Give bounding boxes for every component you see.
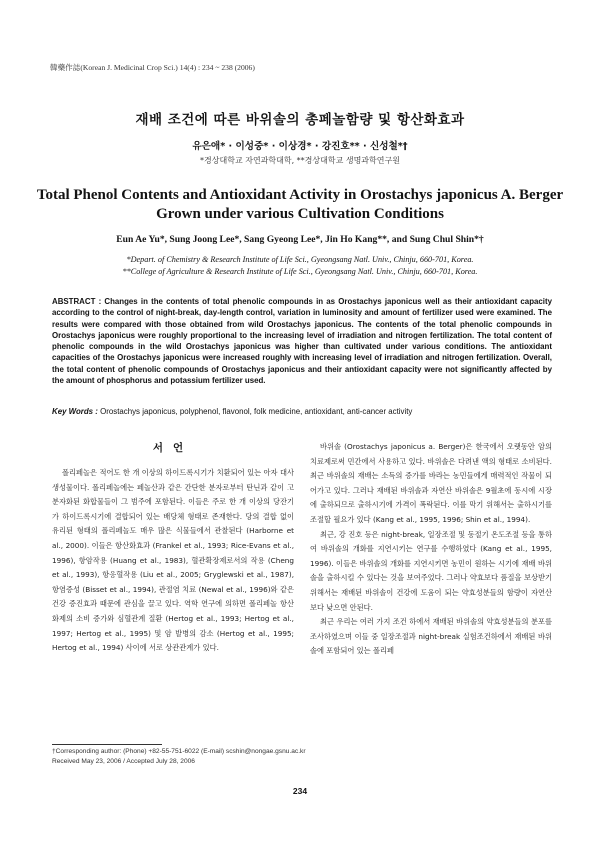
affiliation-1: *Depart. of Chemistry & Research Institute of Life Sci., Gyeongsang Natl. Univ., Chinju, 660-701, Korea. — [126, 255, 474, 264]
keywords — [52, 406, 552, 417]
keywords-label: Key Words : — [52, 407, 98, 416]
korean-affiliation: *경상대학교 자연과학대학, **경상대학교 생명과학연구원 — [200, 156, 400, 165]
paragraph: 바위솔 (Orostachys japonicus a. Berger)은 한국에서 오랫동안 암의 치료제로써 민간에서 사용하고 있다. 바위솔은 다려낸 액의 형태로 소비된다. 최근 바위솔의 재배는 소득의 증가를 바라는 농민들에게 매력적인 작물이 되어가고 있다. 그러나 재배된 바위솔과 자연산 바위솔은 9월초에 동시에 시장에 출하되므로 출하시기에 가격이 폭락된다. 이를 막기 위해서는 출하시기를 조절할 필요가 있다 (Kang et al., 1995, 1996; Shin et al., 1994). — [310, 442, 552, 524]
korean-title: 재배 조건에 따른 바위솔의 총페놀함량 및 항산화효과 — [135, 112, 465, 128]
body-column-left — [52, 466, 294, 656]
journal-citation: 韓藥作誌(Korean J. Medicinal Crop Sci.) 14(4) : 234 ~ 238 (2006) — [50, 63, 255, 72]
paragraph: 폴리페놀은 적어도 한 개 이상의 하이드록시기가 치환되어 있는 아자 대사 생성물이다. 폴리페놀에는 페놀산과 같은 간단한 분자로부터 탄닌과 같이 고분자화된 화합물들이 그 범주에 포함된다. 이들은 주로 한 개 이상의 당잔기가 하이드록시기에 결합되어 있는 배당체 형태로 존재한다. 당의 결합 없이 유리된 형태의 폴리페놀도 매우 많은 식물들에서 관찰된다 (Harborne et al., 2000). 이들은 항산화효과 (Frankel et al., 1993; Rice-Evans et al., 1996), 항암작용 (Huang et al., 1983), 혈관확장제로서의 작용 (Cheng et al., 1993), 항응혈작용 (Liu et al., 2005; Gryglewski et al., 1987), 항염증성 (Bisset et al., 1994), 관절염 치료 (Newal et al., 1996)와 같은 건강 증진효과 때문에 관심을 끌고 있다. 역학 연구에 의하면 폴리페놀 항산화제의 소비 증가와 심혈관계 질환 (Hertog et al., 1993; Hertog et al., 1997; Hertog et al., 1995) 및 암 발병의 감소 (Hertog et al., 1995; Hertog et al., 1994) 사이에 서로 상관관계가 있다. — [52, 468, 294, 653]
page-number: 234 — [292, 786, 308, 796]
keywords-text: Orostachys japonicus, polyphenol, flavonol, folk medicine, antioxidant, anti-cancer activity — [97, 407, 413, 416]
affiliation-2: **College of Agriculture & Research Institute of Life Sci., Gyeongsang Natl. Univ., Chinju, 660-701, Korea. — [122, 266, 478, 276]
abstract: ABSTRACT : Changes in the contents of total phenolic compounds in as Orostachys japonicus well as their antioxidant capacity according to the control of night-break, day-length control, variation in luminosity and amount of fertilizer used were examined. The results were compared with those obtained from wild Orostachys japonicus. The contents of the total phenolic compounds in Orostachys japonicus were roughly proportional to the increasing level of irradiation and nitrogen fertilization. The total content of phenolic compounds in the wild Orostachys japonicus was higher than cultivated under various conditions. The antioxidant capacities of the Orostachys japonicus were increased roughly with increasing level of irradiation and nitrogen fertilization. Overall, the total content of phenolic compounds of Orostachys japonicus and their antioxidant capacity were not significantly affected by the amount of phosphorus and potassium fertilizer used. — [52, 297, 552, 386]
paragraph: 최근, 강 진호 등은 night-break, 일장조절 및 동절기 온도조절 등을 통하여 바위솔의 개화를 지연시키는 연구를 수행하였다 (Kang et al., 1995, 1996). 이들은 바위솔의 개화를 지연시키면 농민이 원하는 시기에 재배 바위솔을 출하시킬 수 있다는 것을 보여주었다. 그러나 약효보다 품질을 보상받기 위해서는 재배된 바위솔이 건강에 도움이 되는 약효성분들의 함량이 자연산 보다 낮으면 안된다. — [310, 529, 552, 612]
paragraph: 최근 우리는 여러 가지 조건 하에서 재배된 바위솔의 약효성분들의 분포를 조사하였으며 이들 중 일장조절과 night-break 실험조건하에서 재배된 바위솔에 포함되어 있는 폴리페 — [310, 617, 552, 656]
section-heading-introduction: 서언 — [152, 442, 194, 454]
english-title: Total Phenol Contents and Antioxidant Activity in Orostachys japonicus A. Berger Grown under various Cultivation Conditions — [36, 187, 564, 222]
english-affiliations — [0, 254, 600, 277]
korean-authors: 유은애* · 이성중* · 이상경* · 강진호** · 신성철*† — [192, 141, 408, 152]
footnote — [52, 747, 306, 766]
body-column-right — [310, 440, 552, 659]
corresponding-author: †Corresponding author: (Phone) +82-55-751-6022 (E-mail) scshin@nongae.gsnu.ac.kr — [52, 748, 306, 755]
footnote-divider — [52, 744, 162, 745]
english-authors: Eun Ae Yu*, Sung Joong Lee*, Sang Gyeong Lee*, Jin Ho Kang**, and Sung Chul Shin*† — [116, 234, 484, 245]
received-date: Received May 23, 2006 / Accepted July 28, 2006 — [52, 757, 195, 765]
